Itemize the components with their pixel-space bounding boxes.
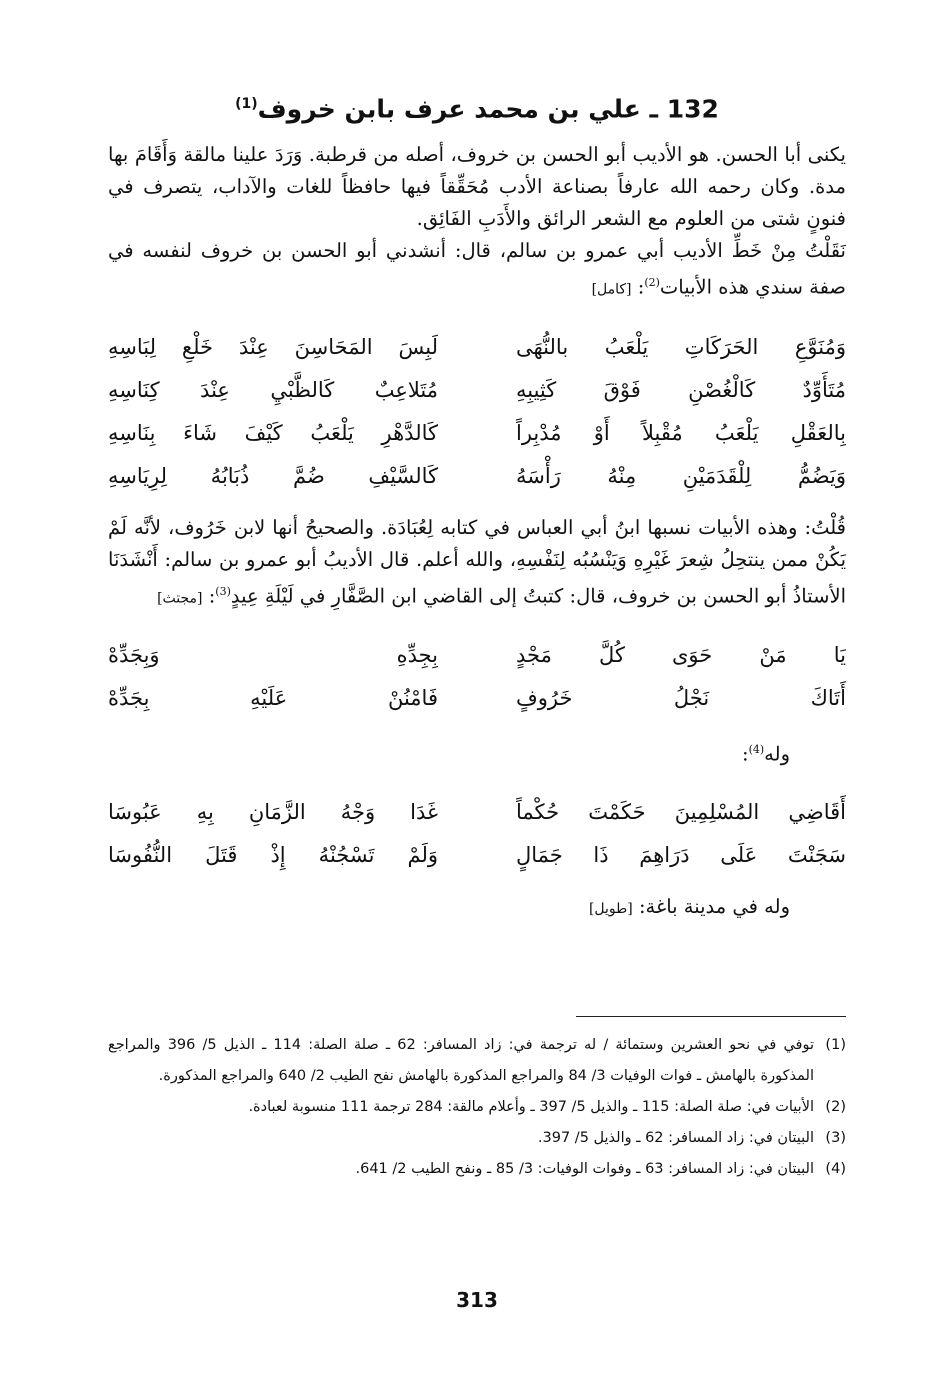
hemistich-left: غَدَا وَجْهُ الزَّمَانِ بِهِ عَبُوسَا: [108, 799, 438, 824]
hemistich-right: سَجَنْتَ عَلَى دَرَاهِمَ ذَا جَمَالٍ: [516, 842, 846, 867]
paragraph-2-meter: [مجتث]: [157, 590, 203, 607]
paragraph-2-note: (3): [215, 584, 231, 598]
verse: [108, 791, 846, 834]
hemistich-left: لَبِسَ المَحَاسِنَ عِنْدَ خَلْعِ لِبَاسِهِ: [108, 334, 438, 359]
footnote-number: (4): [825, 1161, 846, 1177]
footnote: [108, 1092, 846, 1123]
verse: [108, 326, 846, 369]
footnote-text: البيتان في: زاد المسافر: 62 ـ والذيل 5/ 397.: [537, 1130, 814, 1146]
verse: [108, 634, 846, 677]
verse: [108, 677, 846, 720]
footnote-number: (2): [825, 1099, 846, 1115]
hemistich-left: فَامْنُنْ عَلَيْهِ بِجَدِّهْ: [108, 686, 438, 711]
hemistich-right: وَيَضُمُّ لِلْقَدَمَيْنِ مِنْهُ رَأْسَهُ: [516, 463, 846, 488]
intro-paragraph-2: نَقَلْتُ مِنْ خَطِّ الأديب أبي عمرو بن سالم، قال: أنشدني أبو الحسن بن خروف لنفسه في صفة سندي هذه الأبيات$^{(2)}$: [كامل]: [108, 239, 846, 299]
entry-title-note: (1): [235, 96, 258, 112]
hemistich-right: أَقَاضِي المُسْلِمِينَ حَكَمْتَ حُكْماً: [516, 799, 846, 824]
hemistich-right: مُتَأَوِّدٌ كَالْغُصْنِ فَوْقَ كَثِيبِهِ: [516, 377, 846, 402]
intro-line-3-note: (4): [748, 743, 765, 757]
footnote-separator: [576, 1016, 846, 1017]
footnote: [108, 1123, 846, 1154]
footnote-number: (1): [825, 1037, 846, 1053]
hemistich-left: بِجِدِّهِ وَبِجَدِّهْ: [108, 643, 438, 668]
intro-paragraph-1: يكنى أبا الحسن. هو الأديب أبو الحسن بن خروف، أصله من قرطبة. وَرَدَ علينا مالقة وَأَقَامَ بها مدة. وكان رحمه الله عارفاً بصناعة الأدب مُحَقِّقاً فيها حافظاً للغات والآداب، يتصرف في فنونٍ شتى من العلوم مع الشعر الرائق والأَدَبِ الفَائِق.: [108, 143, 846, 231]
poem-2: [108, 634, 846, 720]
hemistich-left: مُتَلاعِبٌ كَالظَّبْيِ عِنْدَ كِنَاسِهِ: [108, 377, 438, 402]
hemistich-right: بِالعَقْلِ يَلْعَبُ مُقْبِلاً أَوْ مُدْبِراً: [516, 420, 846, 445]
intro-line-4-meter: [طويل]: [588, 900, 633, 917]
footnotes: [108, 1030, 846, 1185]
intro-paragraph-2-text: نَقَلْتُ مِنْ خَطِّ الأديب أبي عمرو بن سالم، قال: أنشدني أبو الحسن بن خروف لنفسه في صفة سندي هذه الأبيات: [108, 239, 846, 299]
footnote-text: توفي في نحو العشرين وستمائة / له ترجمة في: زاد المسافر: 62 ـ صلة الصلة: 114 ـ الذيل 5/ 396 والمراجع المذكورة بالهامش ـ فوات الوفيات 3/ 84 والمراجع المذكورة بالهامش نفح الطيب 2/ 640 والمراجع المذكورة.: [108, 1037, 814, 1084]
verse: [108, 412, 846, 455]
hemistich-left: وَلَمْ تَسْجُنْهُ إِذْ قَتَلَ النُّفُوسَا: [108, 842, 438, 867]
footnote-number: (3): [825, 1130, 846, 1146]
intro-meter: [كامل]: [591, 281, 632, 298]
intro-line-4-text: وله في مدينة باغة:: [638, 894, 790, 918]
footnote-text: البيتان في: زاد المسافر: 63 ـ وفوات الوفيات: 3/ 85 ـ ونفح الطيب 2/ 641.: [355, 1161, 814, 1177]
intro-line-3-text: وله: [764, 742, 790, 766]
page-number: 313: [456, 1288, 498, 1312]
poem-1: [108, 326, 846, 498]
hemistich-left: كَالسَّيْفِ ضُمَّ ذُبَابُهُ لِرِيَاسِهِ: [108, 463, 438, 488]
poem-3: [108, 791, 846, 877]
verse: [108, 369, 846, 412]
hemistich-left: كَالدَّهْرِ يَلْعَبُ كَيْفَ شَاءَ بِنَاسِهِ: [108, 420, 438, 445]
entry-title-text: 132 ـ علي بن محمد عرف بابن خروف: [257, 94, 719, 124]
verse: [108, 834, 846, 877]
hemistich-right: وَمُنَوَّعِ الحَرَكَاتِ يَلْعَبُ بالنُّهَى: [516, 334, 846, 359]
footnote: [108, 1030, 846, 1092]
paragraph-2: قُلْتُ: وهذه الأبيات نسبها ابنُ أبي العباس في كتابه لِعُبَادَة. والصحيحُ أنها لابن خَرُوف، لأنَّه لَمْ يَكُنْ ممن ينتحِلُ شِعرَ غَيْرِهِ وَيَنْسُبُه لِنَفْسِهِ، والله أعلم. قال الأديبُ أبو عمرو بن سالم: أَنْشَدَنَا الأستاذُ أبو الحسن بن خروف، قال: كتبتُ إلى القاضي ابن الصَّفَّارِ في لَيْلَةِ عِيدٍ$^{(3)}$: [مجتث]: [108, 515, 846, 608]
verse: [108, 455, 846, 498]
paragraph-2-text: قُلْتُ: وهذه الأبيات نسبها ابنُ أبي العباس في كتابه لِعُبَادَة. والصحيحُ أنها لابن خَرُوف، لأنَّه لَمْ يَكُنْ ممن ينتحِلُ شِعرَ غَيْرِهِ وَيَنْسُبُه لِنَفْسِهِ، والله أعلم. قال الأديبُ أبو عمرو بن سالم: أَنْشَدَنَا الأستاذُ أبو الحسن بن خروف، قال: كتبتُ إلى القاضي ابن الصَّفَّارِ في لَيْلَةِ عِيدٍ: [108, 515, 846, 608]
hemistich-right: أَتَاكَ نَجْلُ خَرُوفٍ: [516, 686, 846, 711]
footnote: [108, 1154, 846, 1185]
hemistich-right: يَا مَنْ حَوَى كُلَّ مَجْدٍ: [516, 643, 846, 668]
intro-line-3: وله$^{(4)}$:: [742, 742, 790, 766]
entry-title: [108, 84, 846, 129]
page-body: [108, 78, 846, 1338]
intro-line-4: [108, 891, 790, 925]
intro-note: (2): [644, 276, 660, 290]
footnote-text: الأبيات في: صلة الصلة: 115 ـ والذيل 5/ 397 ـ وأعلام مالقة: 284 ترجمة 111 منسوبة لعبادة.: [248, 1099, 814, 1115]
